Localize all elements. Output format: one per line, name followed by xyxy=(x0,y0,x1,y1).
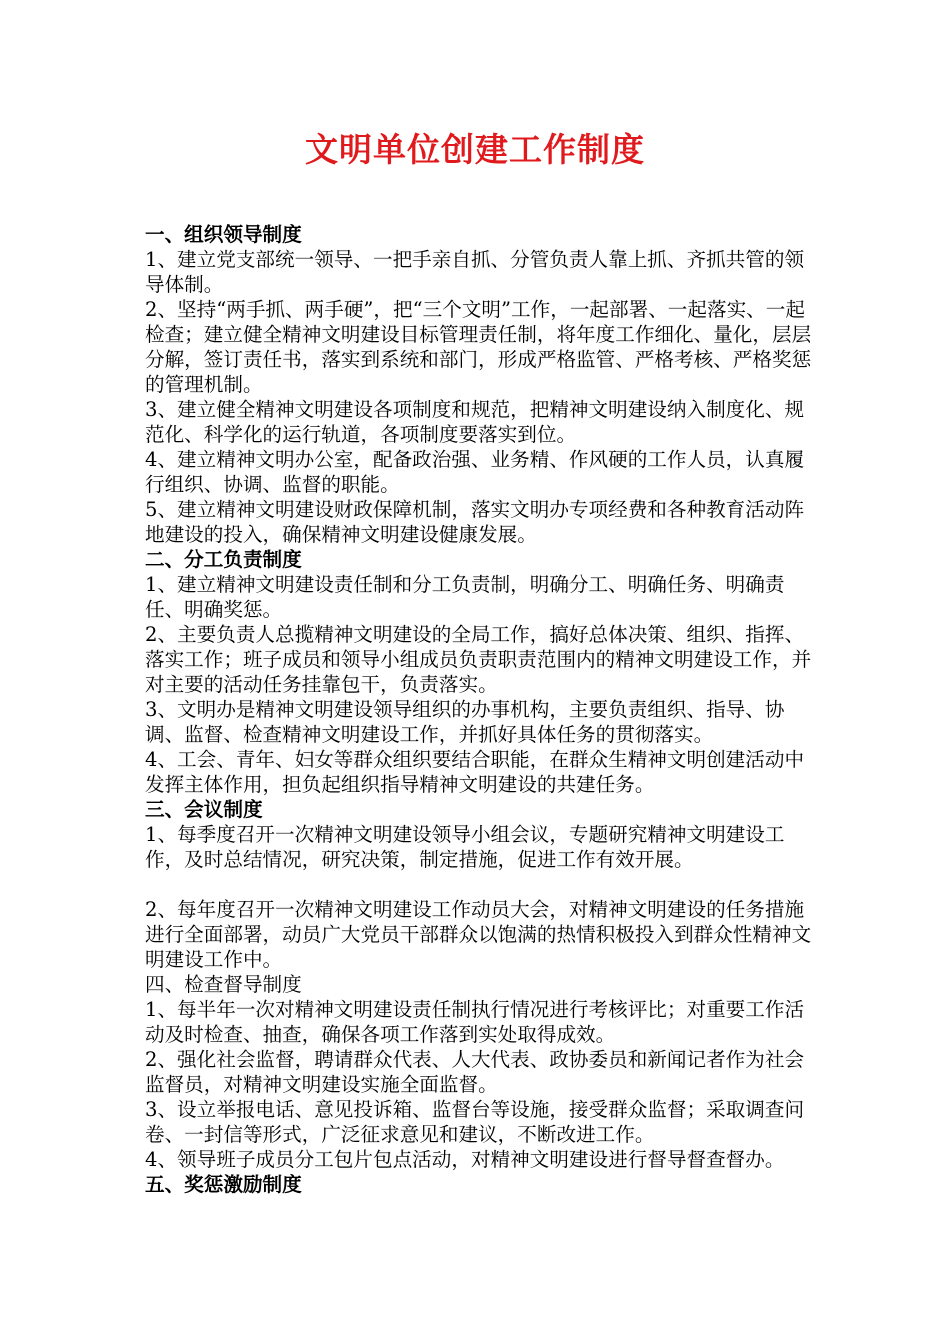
section-heading: 三、会议制度 xyxy=(145,798,263,821)
document-body xyxy=(145,222,820,1197)
section-heading: 五、奖惩激励制度 xyxy=(145,1173,302,1196)
paragraph: 2、坚持“两手抓、两手硬”，把“三个文明”工作，一起部署、一起落实、一起检查；建立健全精神文明建设目标管理责任制，将年度工作细化、量化，层层分解，签订责任书，落实到系统和部门，形成严格监管、严格考核、严格奖惩的管理机制。 xyxy=(145,298,812,396)
paragraph: 4、建立精神文明办公室，配备政治强、业务精、作风硬的工作人员，认真履行组织、协调、监督的职能。 xyxy=(145,448,805,496)
paragraph: 3、设立举报电话、意见投诉箱、监督台等设施，接受群众监督；采取调查问卷、一封信等形式，广泛征求意见和建议，不断改进工作。 xyxy=(145,1098,805,1146)
section-heading: 一、组织领导制度 xyxy=(145,223,302,246)
section-heading: 四、检查督导制度 xyxy=(145,973,302,996)
paragraph: 3、建立健全精神文明建设各项制度和规范，把精神文明建设纳入制度化、规范化、科学化的运行轨道，各项制度要落实到位。 xyxy=(145,398,805,446)
paragraph: 5、建立精神文明建设财政保障机制，落实文明办专项经费和各种教育活动阵地建设的投入，确保精神文明建设健康发展。 xyxy=(145,498,805,546)
section-heading: 二、分工负责制度 xyxy=(145,548,302,571)
paragraph: 4、工会、青年、妇女等群众组织要结合职能，在群众生精神文明创建活动中发挥主体作用，担负起组织指导精神文明建设的共建任务。 xyxy=(145,748,805,796)
paragraph: 1、建立精神文明建设责任制和分工负责制，明确分工、明确任务、明确责任、明确奖惩。 xyxy=(145,573,785,621)
paragraph: 2、每年度召开一次精神文明建设工作动员大会，对精神文明建设的任务措施进行全面部署，动员广大党员干部群众以饱满的热情积极投入到群众性精神文明建设工作中。 xyxy=(145,898,812,971)
paragraph: 4、领导班子成员分工包片包点活动，对精神文明建设进行督导督查督办。 xyxy=(145,1148,785,1171)
blank-line xyxy=(145,872,820,897)
paragraph: 1、每季度召开一次精神文明建设领导小组会议，专题研究精神文明建设工作，及时总结情况，研究决策，制定措施，促进工作有效开展。 xyxy=(145,823,785,871)
document-title: 文明单位创建工作制度 xyxy=(305,130,645,169)
paragraph: 1、每半年一次对精神文明建设责任制执行情况进行考核评比；对重要工作活动及时检查、抽查，确保各项工作落到实处取得成效。 xyxy=(145,998,805,1046)
paragraph: 3、文明办是精神文明建设领导组织的办事机构，主要负责组织、指导、协调、监督、检查精神文明建设工作，并抓好具体任务的贯彻落实。 xyxy=(145,698,785,746)
paragraph: 2、主要负责人总揽精神文明建设的全局工作，搞好总体决策、组织、指挥、落实工作；班子成员和领导小组成员负责职责范围内的精神文明建设工作，并对主要的活动任务挂靠包干，负责落实。 xyxy=(145,623,812,696)
paragraph: 2、强化社会监督，聘请群众代表、人大代表、政协委员和新闻记者作为社会监督员，对精神文明建设实施全面监督。 xyxy=(145,1048,805,1096)
paragraph: 1、建立党支部统一领导、一把手亲自抓、分管负责人靠上抓、齐抓共管的领导体制。 xyxy=(145,248,805,296)
